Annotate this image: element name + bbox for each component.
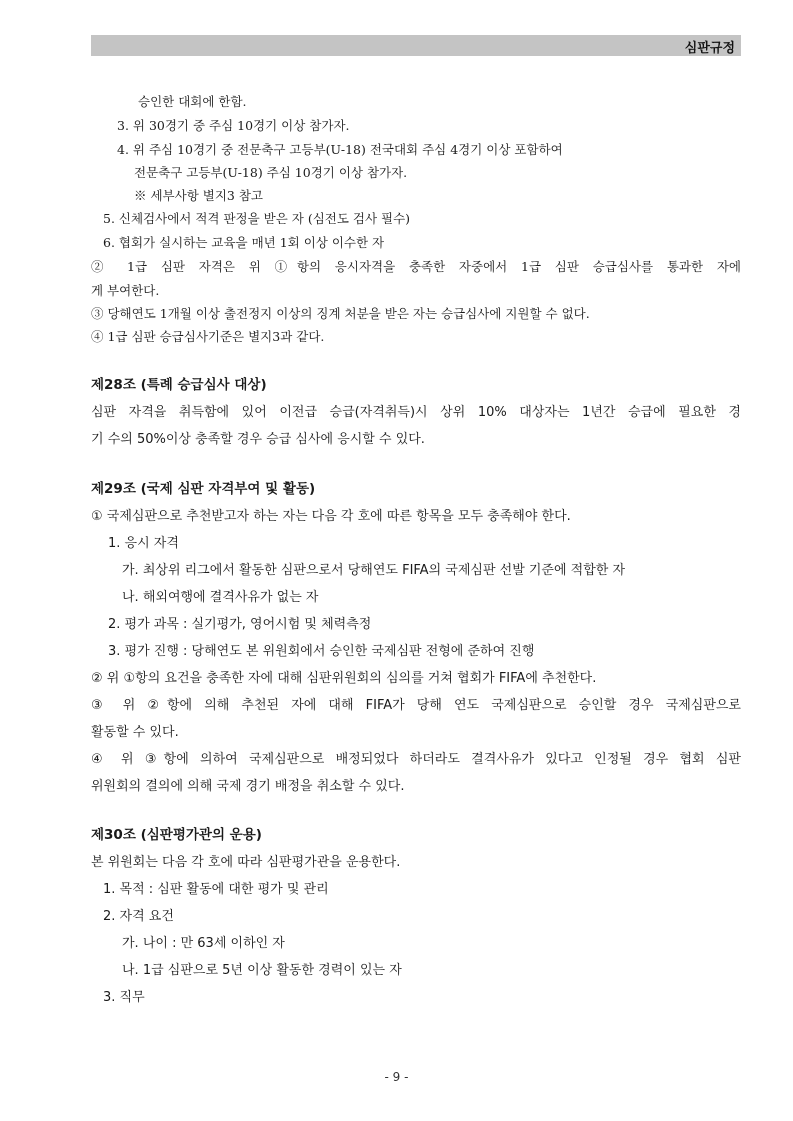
text-line: ② 1급 심판 자격은 위 ①항의 응시자격을 충족한 자중에서 1급 심판 승급심사를 통과한 자에 (91, 259, 741, 274)
text-line: ② 위 ①항의 요건을 충족한 자에 대해 심판위원회의 심의를 거쳐 협회가 FIFA에 추천한다. (91, 671, 597, 686)
text-line: 2. 평가 과목 : 실기평가, 영어시험 및 체력측정 (108, 617, 372, 632)
text-line: 기 수의 50%이상 충족할 경우 승급 심사에 응시할 수 있다. (91, 432, 425, 447)
text-line: ① 국제심판으로 추천받고자 하는 자는 다음 각 호에 따른 항목을 모두 충족해야 한다. (91, 509, 571, 524)
text-line: 활동할 수 있다. (91, 725, 179, 740)
text-line: 나. 1급 심판으로 5년 이상 활동한 경력이 있는 자 (122, 963, 402, 978)
article-heading: 제28조 (특례 승급심사 대상) (91, 377, 267, 393)
text-line: 나. 해외여행에 결격사유가 없는 자 (122, 590, 319, 605)
page-number: - 9 - (384, 1070, 409, 1084)
text-line: 본 위원회는 다음 각 호에 따라 심판평가관을 운용한다. (91, 855, 401, 870)
text-line: 전문축구 고등부(U-18) 주심 10경기 이상 참가자. (134, 165, 408, 180)
text-line: 4. 위 주심 10경기 중 전문축구 고등부(U-18) 전국대회 주심 4경기 이상 포함하여 (117, 142, 563, 157)
text-line: 가. 나이 : 만 63세 이하인 자 (122, 936, 285, 951)
text-line: ④ 1급 심판 승급심사기준은 별지3과 같다. (91, 329, 325, 344)
text-line: 위원회의 결의에 의해 국제 경기 배정을 취소할 수 있다. (91, 779, 405, 794)
text-line: 1. 응시 자격 (108, 536, 179, 551)
text-line: ④ 위 ③항에 의하여 국제심판으로 배정되었다 하더라도 결격사유가 있다고 인정될 경우 협회 심판 (91, 752, 741, 767)
header-bar (91, 35, 741, 56)
text-line: 1. 목적 : 심판 활동에 대한 평가 및 관리 (103, 882, 329, 897)
text-line: 게 부여한다. (91, 283, 160, 298)
text-line: ③ 위 ②항에 의해 추천된 자에 대해 FIFA가 당해 연도 국제심판으로 승인할 경우 국제심판으로 (91, 698, 741, 713)
text-line: 3. 위 30경기 중 주심 10경기 이상 참가자. (117, 118, 350, 133)
text-line: ※ 세부사항 별지3 참고 (134, 188, 263, 203)
text-line: 3. 평가 진행 : 당해연도 본 위원회에서 승인한 국제심판 전형에 준하여 진행 (108, 644, 535, 659)
text-line: 3. 직무 (103, 990, 145, 1005)
text-line: 가. 최상위 리그에서 활동한 심판으로서 당해연도 FIFA의 국제심판 선발 기준에 적합한 자 (122, 563, 626, 578)
text-line: 6. 협회가 실시하는 교육을 매년 1회 이상 이수한 자 (103, 235, 385, 250)
header-title: 심판규정 (684, 41, 735, 56)
text-line: 심판 자격을 취득함에 있어 이전급 승급(자격취득)시 상위 10% 대상자는 1년간 승급에 필요한 경 (91, 405, 741, 420)
text-line: 5. 신체검사에서 적격 판정을 받은 자 (심전도 검사 필수) (103, 211, 411, 226)
text-line: 승인한 대회에 한함. (138, 94, 247, 109)
text-line: 2. 자격 요건 (103, 909, 174, 924)
article-heading: 제30조 (심판평가관의 운용) (91, 827, 262, 843)
article-heading: 제29조 (국제 심판 자격부여 및 활동) (91, 481, 316, 497)
text-line: ③ 당해연도 1개월 이상 출전정지 이상의 징계 처분을 받은 자는 승급심사에 지원할 수 없다. (91, 306, 590, 321)
